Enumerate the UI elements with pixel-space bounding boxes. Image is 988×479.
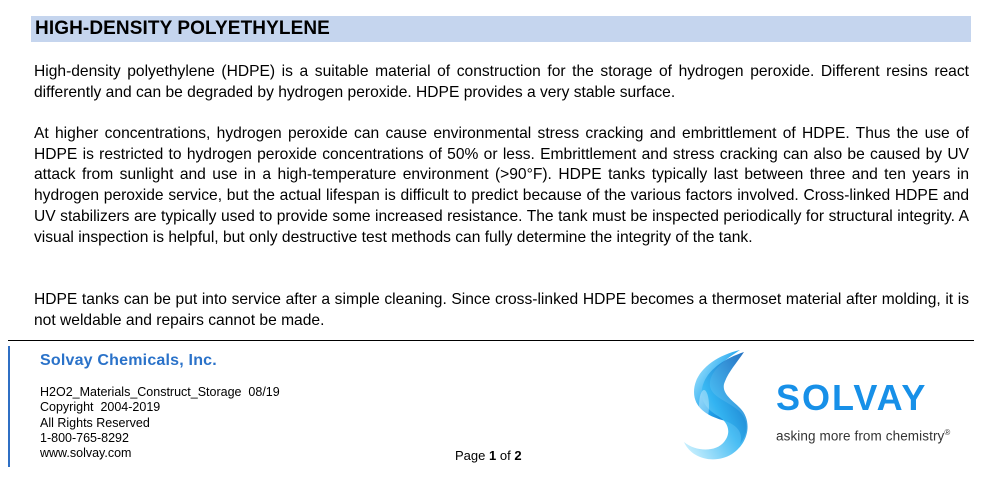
section-header <box>31 16 971 42</box>
paragraph-intro: High-density polyethylene (HDPE) is a suitable material of construction for the storage of hydrogen peroxide. Different resins react differently and can be degraded by hydrogen peroxide. HDPE provides a very stable surface. <box>34 63 969 101</box>
solvay-swirl-icon <box>678 346 758 464</box>
registered-mark: ® <box>944 428 951 437</box>
logo-tagline-text: asking more from chemistry <box>776 428 945 444</box>
document-info <box>40 385 280 461</box>
phone-number: 1-800-765-8292 <box>40 430 129 445</box>
paragraph-service: HDPE tanks can be put into service after a simple cleaning. Since cross-linked HDPE becomes a thermoset material after molding, it is not weldable and repairs cannot be made. <box>34 291 969 329</box>
page-total: 2 <box>514 448 522 463</box>
paragraph-stress-cracking: At higher concentrations, hydrogen peroxide can cause environmental stress cracking and embrittlement of HDPE. Thus the use of HDPE is restricted to hydrogen peroxide concentrations of 50% or less. Embrittlement and stress cracking can also be caused by UV attack from sunlight and use in a high-temperature environment (>90°F). HDPE tanks typically last between three and ten years in hydrogen peroxide service, but the actual lifespan is difficult to predict because of the various factors involved. Cross-linked HDPE and UV stabilizers are typically used to provide some increased resistance. The tank must be inspected periodically for structural integrity. A visual inspection is helpful, but only destructive test methods can fully determine the integrity of the tank. <box>34 125 969 246</box>
page-label: Page <box>455 448 486 463</box>
solvay-wordmark: SOLVAY <box>776 377 928 418</box>
page-number <box>455 448 522 463</box>
page-current: 1 <box>489 448 497 463</box>
copyright-text: Copyright 2004-2019 <box>40 400 161 415</box>
section-title: HIGH-DENSITY POLYETHYLENE <box>35 18 330 39</box>
website-link[interactable]: www.solvay.com <box>40 446 132 461</box>
footer-divider <box>8 340 974 341</box>
company-name: Solvay Chemicals, Inc. <box>40 352 217 369</box>
logo-tagline <box>776 428 950 444</box>
document-id: H2O2_Materials_Construct_Storage 08/19 <box>40 385 280 399</box>
page-of: of <box>499 448 511 463</box>
footer-accent-bar <box>8 346 10 467</box>
rights-text: All Rights Reserved <box>40 415 150 430</box>
